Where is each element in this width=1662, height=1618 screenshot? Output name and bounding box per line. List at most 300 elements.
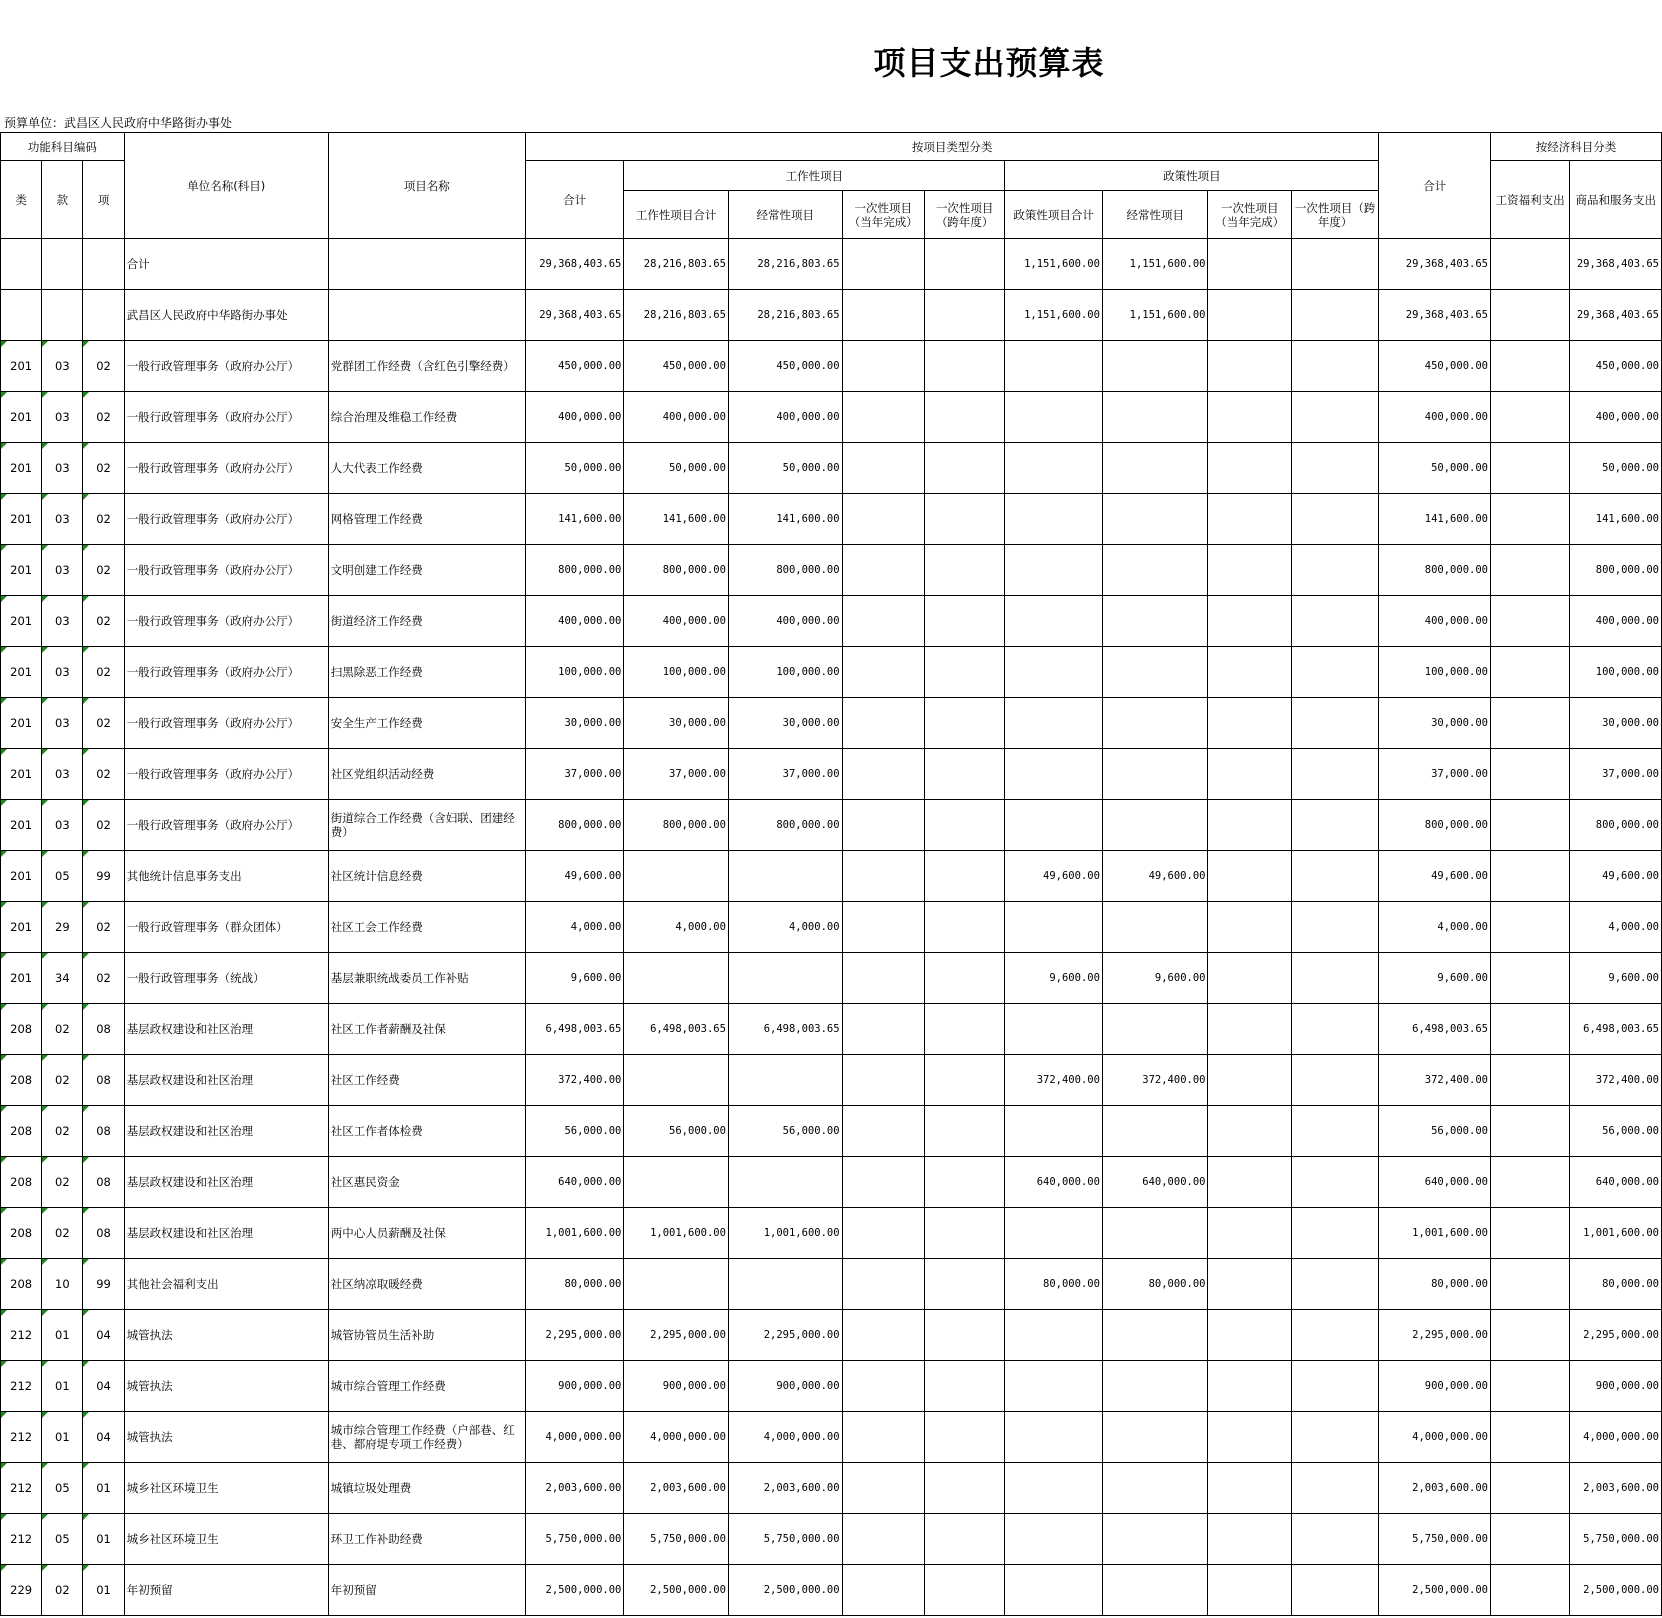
cell-goods: 29,368,403.65 [1570, 239, 1662, 290]
cell-total: 4,000.00 [525, 902, 624, 953]
cell-work-once-cross [924, 1310, 1004, 1361]
cell-kuan: 02 [42, 1208, 83, 1259]
cell-econ-total: 49,600.00 [1379, 851, 1491, 902]
header-func-code: 功能科目编码 [1, 133, 125, 161]
cell-unit-name: 基层政权建设和社区治理 [124, 1157, 328, 1208]
cell-econ-total: 30,000.00 [1379, 698, 1491, 749]
cell-unit-name: 一般行政管理事务（政府办公厅） [124, 494, 328, 545]
cell-work-regular: 141,600.00 [728, 494, 842, 545]
cell-policy-total [1005, 1106, 1103, 1157]
cell-project-name: 社区工作者薪酬及社保 [328, 1004, 525, 1055]
cell-policy-once-current [1208, 443, 1291, 494]
cell-work-once-cross [924, 1565, 1004, 1616]
cell-work-once-cross [924, 596, 1004, 647]
cell-policy-once-current [1208, 1106, 1291, 1157]
cell-econ-total: 4,000,000.00 [1379, 1412, 1491, 1463]
cell-work-total [624, 1055, 729, 1106]
cell-policy-once-current [1208, 1565, 1291, 1616]
cell-econ-total: 900,000.00 [1379, 1361, 1491, 1412]
table-row [1, 392, 1662, 443]
cell-kuan: 02 [42, 1004, 83, 1055]
cell-kuan: 03 [42, 443, 83, 494]
cell-goods: 400,000.00 [1570, 596, 1662, 647]
cell-policy-regular: 640,000.00 [1102, 1157, 1208, 1208]
cell-goods: 30,000.00 [1570, 698, 1662, 749]
cell-work-total: 56,000.00 [624, 1106, 729, 1157]
cell-policy-once-current [1208, 902, 1291, 953]
cell-policy-once-cross [1291, 749, 1378, 800]
header-lei: 类 [1, 161, 42, 239]
cell-policy-total: 1,151,600.00 [1005, 290, 1103, 341]
cell-unit-name: 基层政权建设和社区治理 [124, 1106, 328, 1157]
cell-policy-regular [1102, 698, 1208, 749]
cell-xiang: 02 [83, 443, 124, 494]
cell-unit-name: 一般行政管理事务（群众团体） [124, 902, 328, 953]
cell-policy-total [1005, 545, 1103, 596]
cell-goods: 100,000.00 [1570, 647, 1662, 698]
cell-policy-regular [1102, 1004, 1208, 1055]
cell-policy-total [1005, 341, 1103, 392]
cell-work-total: 400,000.00 [624, 392, 729, 443]
cell-policy-once-current [1208, 1514, 1291, 1565]
cell-policy-regular [1102, 341, 1208, 392]
cell-work-once-cross [924, 443, 1004, 494]
cell-work-once-current [842, 494, 924, 545]
cell-xiang: 99 [83, 1259, 124, 1310]
cell-xiang [83, 239, 124, 290]
cell-policy-total [1005, 1310, 1103, 1361]
cell-kuan: 10 [42, 1259, 83, 1310]
cell-work-once-cross [924, 647, 1004, 698]
cell-lei: 212 [1, 1361, 42, 1412]
cell-policy-total: 1,151,600.00 [1005, 239, 1103, 290]
cell-policy-once-cross [1291, 851, 1378, 902]
table-row [1, 1106, 1662, 1157]
cell-work-regular: 900,000.00 [728, 1361, 842, 1412]
cell-econ-total: 9,600.00 [1379, 953, 1491, 1004]
cell-xiang: 08 [83, 1157, 124, 1208]
cell-work-regular: 50,000.00 [728, 443, 842, 494]
cell-total: 29,368,403.65 [525, 290, 624, 341]
cell-work-once-current [842, 1361, 924, 1412]
cell-lei: 201 [1, 392, 42, 443]
cell-xiang: 08 [83, 1004, 124, 1055]
cell-total: 2,500,000.00 [525, 1565, 624, 1616]
cell-policy-total [1005, 1208, 1103, 1259]
cell-econ-total: 29,368,403.65 [1379, 239, 1491, 290]
cell-econ-total: 5,750,000.00 [1379, 1514, 1491, 1565]
cell-work-total: 37,000.00 [624, 749, 729, 800]
table-row [1, 647, 1662, 698]
cell-project-name: 人大代表工作经费 [328, 443, 525, 494]
cell-policy-once-cross [1291, 1157, 1378, 1208]
cell-project-name: 两中心人员薪酬及社保 [328, 1208, 525, 1259]
table-row [1, 1259, 1662, 1310]
cell-work-regular: 450,000.00 [728, 341, 842, 392]
table-row [1, 1310, 1662, 1361]
cell-policy-regular [1102, 800, 1208, 851]
header-unit-name: 单位名称(科目) [124, 133, 328, 239]
cell-lei: 212 [1, 1463, 42, 1514]
cell-unit-name: 基层政权建设和社区治理 [124, 1055, 328, 1106]
cell-goods: 640,000.00 [1570, 1157, 1662, 1208]
cell-lei: 201 [1, 698, 42, 749]
cell-lei: 201 [1, 443, 42, 494]
cell-work-once-cross [924, 1514, 1004, 1565]
table-row [1, 800, 1662, 851]
cell-work-once-cross [924, 341, 1004, 392]
cell-kuan: 02 [42, 1157, 83, 1208]
cell-work-regular: 400,000.00 [728, 392, 842, 443]
cell-work-regular: 1,001,600.00 [728, 1208, 842, 1259]
cell-salary [1490, 1004, 1569, 1055]
cell-goods: 2,500,000.00 [1570, 1565, 1662, 1616]
cell-econ-total: 37,000.00 [1379, 749, 1491, 800]
cell-lei: 201 [1, 545, 42, 596]
cell-work-once-current [842, 1259, 924, 1310]
header-policy-group: 政策性项目 [1005, 161, 1379, 191]
cell-salary [1490, 800, 1569, 851]
cell-policy-regular [1102, 1514, 1208, 1565]
cell-econ-total: 2,295,000.00 [1379, 1310, 1491, 1361]
cell-kuan: 03 [42, 341, 83, 392]
cell-unit-name: 其他社会福利支出 [124, 1259, 328, 1310]
cell-policy-total [1005, 596, 1103, 647]
cell-work-once-current [842, 1565, 924, 1616]
header-by-type: 按项目类型分类 [525, 133, 1379, 161]
cell-policy-once-current [1208, 1463, 1291, 1514]
cell-unit-name: 城管执法 [124, 1412, 328, 1463]
header-project-name: 项目名称 [328, 133, 525, 239]
cell-total: 400,000.00 [525, 392, 624, 443]
cell-policy-regular [1102, 1361, 1208, 1412]
cell-policy-regular [1102, 1208, 1208, 1259]
cell-work-regular: 800,000.00 [728, 800, 842, 851]
cell-policy-regular: 49,600.00 [1102, 851, 1208, 902]
header-total: 合计 [525, 161, 624, 239]
cell-policy-once-current [1208, 545, 1291, 596]
cell-goods: 800,000.00 [1570, 545, 1662, 596]
cell-total: 56,000.00 [525, 1106, 624, 1157]
cell-xiang: 02 [83, 494, 124, 545]
cell-goods: 372,400.00 [1570, 1055, 1662, 1106]
cell-total: 372,400.00 [525, 1055, 624, 1106]
cell-policy-once-current [1208, 1157, 1291, 1208]
cell-lei: 201 [1, 800, 42, 851]
cell-policy-total: 640,000.00 [1005, 1157, 1103, 1208]
table-row [1, 1004, 1662, 1055]
cell-work-once-cross [924, 698, 1004, 749]
cell-policy-regular [1102, 596, 1208, 647]
cell-policy-once-current [1208, 1259, 1291, 1310]
cell-kuan: 05 [42, 1463, 83, 1514]
cell-policy-once-cross [1291, 290, 1378, 341]
cell-salary [1490, 239, 1569, 290]
cell-work-total: 800,000.00 [624, 545, 729, 596]
cell-project-name: 社区工会工作经费 [328, 902, 525, 953]
cell-lei: 201 [1, 647, 42, 698]
cell-work-total: 2,500,000.00 [624, 1565, 729, 1616]
header-kuan: 款 [42, 161, 83, 239]
cell-goods: 1,001,600.00 [1570, 1208, 1662, 1259]
cell-xiang: 99 [83, 851, 124, 902]
cell-econ-total: 50,000.00 [1379, 443, 1491, 494]
cell-policy-total [1005, 1412, 1103, 1463]
cell-policy-once-current [1208, 392, 1291, 443]
cell-work-total [624, 851, 729, 902]
cell-work-regular [728, 1157, 842, 1208]
cell-unit-name: 一般行政管理事务（政府办公厅） [124, 749, 328, 800]
cell-goods: 50,000.00 [1570, 443, 1662, 494]
cell-kuan: 02 [42, 1565, 83, 1616]
cell-xiang: 02 [83, 953, 124, 1004]
cell-policy-total: 372,400.00 [1005, 1055, 1103, 1106]
cell-unit-name: 城乡社区环境卫生 [124, 1514, 328, 1565]
cell-kuan: 05 [42, 1514, 83, 1565]
cell-work-once-cross [924, 1004, 1004, 1055]
cell-goods: 141,600.00 [1570, 494, 1662, 545]
cell-econ-total: 1,001,600.00 [1379, 1208, 1491, 1259]
table-row [1, 1055, 1662, 1106]
cell-policy-regular [1102, 1565, 1208, 1616]
cell-salary [1490, 1514, 1569, 1565]
cell-unit-name: 一般行政管理事务（政府办公厅） [124, 341, 328, 392]
cell-work-once-current [842, 851, 924, 902]
cell-salary [1490, 647, 1569, 698]
cell-policy-regular: 9,600.00 [1102, 953, 1208, 1004]
cell-policy-total [1005, 494, 1103, 545]
cell-policy-once-cross [1291, 902, 1378, 953]
cell-unit-name: 年初预留 [124, 1565, 328, 1616]
cell-work-regular: 4,000.00 [728, 902, 842, 953]
cell-work-regular: 6,498,003.65 [728, 1004, 842, 1055]
cell-total: 900,000.00 [525, 1361, 624, 1412]
cell-project-name: 社区统计信息经费 [328, 851, 525, 902]
table-row [1, 698, 1662, 749]
cell-policy-total [1005, 1463, 1103, 1514]
cell-policy-once-current [1208, 1208, 1291, 1259]
cell-work-regular: 800,000.00 [728, 545, 842, 596]
cell-lei: 208 [1, 1004, 42, 1055]
cell-policy-total: 80,000.00 [1005, 1259, 1103, 1310]
cell-lei [1, 290, 42, 341]
cell-work-once-cross [924, 1055, 1004, 1106]
cell-kuan: 01 [42, 1412, 83, 1463]
cell-salary [1490, 1412, 1569, 1463]
cell-policy-once-cross [1291, 1514, 1378, 1565]
cell-xiang: 04 [83, 1412, 124, 1463]
header-work-total: 工作性项目合计 [624, 191, 729, 239]
cell-policy-total [1005, 1004, 1103, 1055]
cell-policy-regular [1102, 1463, 1208, 1514]
cell-unit-name: 武昌区人民政府中华路街办事处 [124, 290, 328, 341]
cell-salary [1490, 698, 1569, 749]
cell-policy-once-cross [1291, 1361, 1378, 1412]
cell-goods: 4,000,000.00 [1570, 1412, 1662, 1463]
cell-work-regular: 56,000.00 [728, 1106, 842, 1157]
cell-policy-total [1005, 902, 1103, 953]
cell-work-once-current [842, 800, 924, 851]
cell-lei: 201 [1, 851, 42, 902]
cell-goods: 400,000.00 [1570, 392, 1662, 443]
cell-kuan: 02 [42, 1106, 83, 1157]
cell-work-once-current [842, 698, 924, 749]
table-row [1, 1157, 1662, 1208]
cell-work-once-cross [924, 1208, 1004, 1259]
cell-total: 100,000.00 [525, 647, 624, 698]
cell-work-once-current [842, 1310, 924, 1361]
cell-project-name: 党群团工作经费（含红色引擎经费） [328, 341, 525, 392]
cell-work-regular: 30,000.00 [728, 698, 842, 749]
cell-work-once-cross [924, 1106, 1004, 1157]
cell-lei: 201 [1, 494, 42, 545]
cell-lei: 212 [1, 1412, 42, 1463]
cell-project-name: 街道经济工作经费 [328, 596, 525, 647]
cell-work-once-current [842, 1106, 924, 1157]
cell-kuan: 01 [42, 1361, 83, 1412]
header-policy-once-cross: 一次性项目（跨年度） [1291, 191, 1378, 239]
cell-work-regular [728, 851, 842, 902]
cell-salary [1490, 341, 1569, 392]
cell-policy-total [1005, 698, 1103, 749]
cell-policy-regular [1102, 1412, 1208, 1463]
cell-kuan: 03 [42, 800, 83, 851]
header-work-group: 工作性项目 [624, 161, 1005, 191]
cell-policy-total [1005, 1514, 1103, 1565]
cell-work-once-current [842, 596, 924, 647]
cell-policy-once-current [1208, 851, 1291, 902]
cell-work-regular: 5,750,000.00 [728, 1514, 842, 1565]
cell-policy-once-current [1208, 290, 1291, 341]
cell-xiang: 04 [83, 1361, 124, 1412]
cell-econ-total: 141,600.00 [1379, 494, 1491, 545]
cell-project-name: 扫黑除恶工作经费 [328, 647, 525, 698]
cell-policy-regular [1102, 1310, 1208, 1361]
cell-policy-once-cross [1291, 392, 1378, 443]
header-policy-once-current: 一次性项目（当年完成） [1208, 191, 1291, 239]
cell-unit-name: 城乡社区环境卫生 [124, 1463, 328, 1514]
cell-total: 37,000.00 [525, 749, 624, 800]
cell-unit-name: 一般行政管理事务（政府办公厅） [124, 596, 328, 647]
cell-policy-once-cross [1291, 1004, 1378, 1055]
cell-goods: 9,600.00 [1570, 953, 1662, 1004]
cell-goods: 5,750,000.00 [1570, 1514, 1662, 1565]
cell-work-once-current [842, 239, 924, 290]
cell-work-total: 100,000.00 [624, 647, 729, 698]
cell-goods: 80,000.00 [1570, 1259, 1662, 1310]
cell-kuan: 03 [42, 596, 83, 647]
cell-work-regular: 2,295,000.00 [728, 1310, 842, 1361]
table-row [1, 1208, 1662, 1259]
cell-lei: 208 [1, 1055, 42, 1106]
cell-project-name: 基层兼职统战委员工作补贴 [328, 953, 525, 1004]
header-econ-total: 合计 [1379, 133, 1491, 239]
cell-policy-regular: 80,000.00 [1102, 1259, 1208, 1310]
cell-goods: 6,498,003.65 [1570, 1004, 1662, 1055]
cell-policy-once-cross [1291, 494, 1378, 545]
cell-work-once-current [842, 1208, 924, 1259]
cell-unit-name: 基层政权建设和社区治理 [124, 1004, 328, 1055]
cell-work-regular: 4,000,000.00 [728, 1412, 842, 1463]
cell-work-total: 400,000.00 [624, 596, 729, 647]
header-policy-total: 政策性项目合计 [1005, 191, 1103, 239]
cell-goods: 2,003,600.00 [1570, 1463, 1662, 1514]
cell-lei: 208 [1, 1106, 42, 1157]
cell-policy-total [1005, 392, 1103, 443]
cell-project-name: 社区工作者体检费 [328, 1106, 525, 1157]
cell-policy-once-current [1208, 1055, 1291, 1106]
cell-salary [1490, 902, 1569, 953]
cell-work-total: 30,000.00 [624, 698, 729, 749]
cell-unit-name: 一般行政管理事务（政府办公厅） [124, 392, 328, 443]
cell-total: 9,600.00 [525, 953, 624, 1004]
cell-work-once-cross [924, 545, 1004, 596]
cell-policy-once-cross [1291, 1565, 1378, 1616]
cell-policy-regular: 1,151,600.00 [1102, 239, 1208, 290]
cell-work-regular [728, 1259, 842, 1310]
cell-policy-once-current [1208, 953, 1291, 1004]
cell-lei: 212 [1, 1310, 42, 1361]
cell-lei: 201 [1, 341, 42, 392]
cell-project-name: 年初预留 [328, 1565, 525, 1616]
cell-work-regular: 28,216,803.65 [728, 290, 842, 341]
budget-table [0, 132, 1662, 1616]
cell-policy-once-cross [1291, 698, 1378, 749]
cell-policy-total: 9,600.00 [1005, 953, 1103, 1004]
cell-work-once-current [842, 545, 924, 596]
table-row [1, 1565, 1662, 1616]
cell-work-once-cross [924, 1259, 1004, 1310]
cell-policy-once-current [1208, 800, 1291, 851]
cell-xiang: 02 [83, 800, 124, 851]
cell-work-once-cross [924, 239, 1004, 290]
cell-project-name: 街道综合工作经费（含妇联、团建经费） [328, 800, 525, 851]
cell-work-total: 2,003,600.00 [624, 1463, 729, 1514]
header-work-once-current: 一次性项目（当年完成） [842, 191, 924, 239]
cell-unit-name: 一般行政管理事务（政府办公厅） [124, 443, 328, 494]
cell-total: 49,600.00 [525, 851, 624, 902]
cell-project-name: 城市综合管理工作经费（户部巷、红巷、都府堤专项工作经费） [328, 1412, 525, 1463]
cell-work-regular: 37,000.00 [728, 749, 842, 800]
cell-project-name: 城管协管员生活补助 [328, 1310, 525, 1361]
cell-work-once-cross [924, 290, 1004, 341]
header-salary: 工资福利支出 [1490, 161, 1569, 239]
header-xiang: 项 [83, 161, 124, 239]
cell-work-total: 28,216,803.65 [624, 290, 729, 341]
cell-policy-once-current [1208, 239, 1291, 290]
cell-econ-total: 2,003,600.00 [1379, 1463, 1491, 1514]
cell-salary [1490, 1310, 1569, 1361]
cell-xiang [83, 290, 124, 341]
cell-work-once-cross [924, 1157, 1004, 1208]
cell-policy-once-current [1208, 341, 1291, 392]
cell-total: 80,000.00 [525, 1259, 624, 1310]
cell-policy-once-cross [1291, 443, 1378, 494]
cell-goods: 4,000.00 [1570, 902, 1662, 953]
cell-policy-total [1005, 800, 1103, 851]
cell-policy-regular [1102, 647, 1208, 698]
cell-xiang: 01 [83, 1514, 124, 1565]
cell-econ-total: 2,500,000.00 [1379, 1565, 1491, 1616]
cell-xiang: 01 [83, 1565, 124, 1616]
cell-salary [1490, 1565, 1569, 1616]
cell-unit-name: 一般行政管理事务（政府办公厅） [124, 800, 328, 851]
cell-policy-once-current [1208, 1361, 1291, 1412]
cell-salary [1490, 545, 1569, 596]
cell-policy-once-cross [1291, 341, 1378, 392]
cell-project-name: 城市综合管理工作经费 [328, 1361, 525, 1412]
cell-kuan: 01 [42, 1310, 83, 1361]
